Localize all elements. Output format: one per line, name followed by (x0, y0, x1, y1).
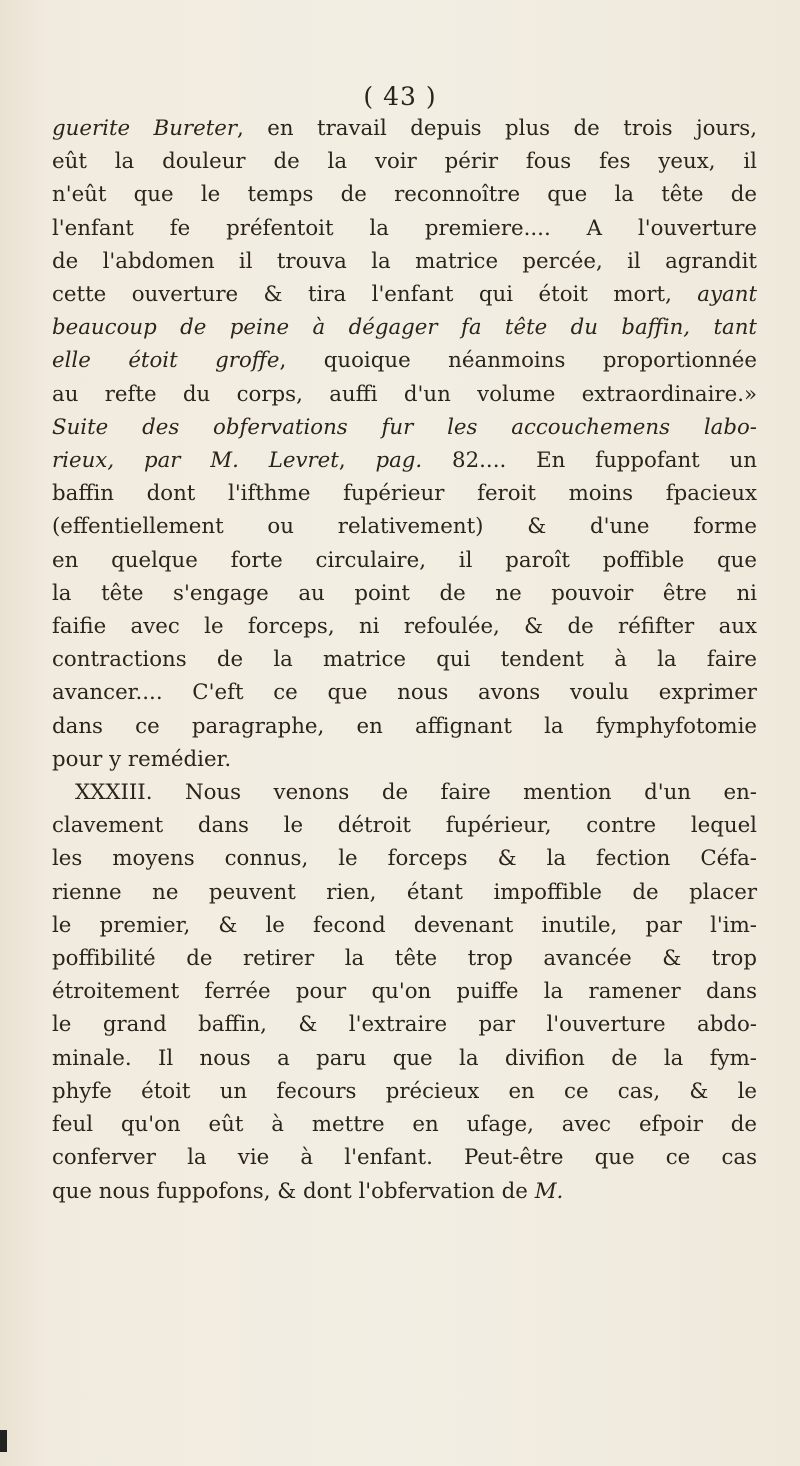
text-segment: le premier, & le fecond devenant inutile, par l'im- (52, 912, 757, 938)
text-segment: , (338, 448, 376, 474)
text-line (52, 411, 757, 444)
text-line (52, 1075, 757, 1108)
text-line (52, 444, 757, 477)
italic-text: rieux, par M. Levret (52, 448, 339, 474)
text-segment: phyfe étoit un fecours précieux en ce cas, & le (52, 1078, 757, 1104)
text-line (52, 776, 757, 809)
body-text (52, 112, 757, 1208)
text-line (52, 1042, 757, 1075)
text-segment: XXXIII. Nous venons de faire mention d'un en- (75, 780, 757, 806)
text-segment: eût la douleur de la voir périr fous fes yeux, il (52, 149, 757, 175)
text-line (52, 577, 757, 610)
text-segment: la tête s'engage au point de ne pouvoir être ni (52, 580, 757, 606)
text-line (52, 710, 757, 743)
text-line (52, 909, 757, 942)
text-line (52, 344, 757, 377)
text-line (52, 544, 757, 577)
margin-mark (0, 1430, 7, 1452)
text-segment: clavement dans le détroit fupérieur, contre lequel (52, 813, 757, 839)
text-line (52, 1008, 757, 1041)
text-segment: de l'abdomen il trouva la matrice percée, il agrandit (52, 248, 757, 274)
italic-text: M. (534, 1178, 564, 1204)
text-segment: les moyens connus, le forceps & la fection Céfa- (52, 846, 757, 872)
text-line (52, 743, 757, 776)
text-segment: le grand baffin, & l'extraire par l'ouverture abdo- (52, 1012, 757, 1038)
text-segment: , en travail depuis plus de trois jours, (237, 116, 757, 141)
text-segment: dans ce paragraphe, en affignant la fymphyfotomie (52, 713, 757, 739)
text-segment: feul qu'on eût à mettre en ufage, avec efpoir de (52, 1112, 757, 1138)
text-line (52, 942, 757, 975)
text-line (52, 178, 757, 211)
text-line (52, 245, 757, 278)
italic-text: guerite Bureter (52, 116, 238, 141)
italic-text: ayant (697, 282, 757, 308)
text-line (52, 643, 757, 676)
text-segment: , quoique néanmoins proportionnée (279, 348, 757, 374)
text-line (52, 1141, 757, 1174)
text-line (52, 378, 757, 411)
italic-text: pag. (375, 448, 423, 474)
text-line (52, 212, 757, 245)
text-line (52, 842, 757, 875)
text-line (52, 1108, 757, 1141)
text-segment: avancer.... C'eft ce que nous avons voulu exprimer (52, 680, 757, 706)
text-segment: pour y remédier. (52, 746, 232, 772)
text-line (52, 610, 757, 643)
text-segment: rienne ne peuvent rien, étant impoffible de placer (52, 879, 757, 905)
text-segment: 82.... En fuppofant un (422, 448, 757, 474)
text-segment: en quelque forte circulaire, il paroît poffible que (52, 547, 757, 573)
italic-text: beaucoup de peine à dégager fa tête du baffin, tant (52, 315, 757, 341)
text-line (52, 975, 757, 1008)
text-segment: contractions de la matrice qui tendent à la faire (52, 647, 757, 673)
text-line (52, 311, 757, 344)
text-segment: baffin dont l'ifthme fupérieur feroit moins fpacieux (52, 481, 757, 507)
text-line (52, 1175, 757, 1208)
text-line (52, 112, 757, 145)
text-segment: cette ouverture & tira l'enfant qui étoit mort, (52, 282, 698, 308)
text-line (52, 145, 757, 178)
text-segment: au refte du corps, auffi d'un volume extraordinaire.» (52, 381, 757, 407)
text-segment: poffibilité de retirer la tête trop avancée & trop (52, 946, 757, 972)
text-segment: étroitement ferrée pour qu'on puiffe la ramener dans (52, 979, 757, 1005)
text-line (52, 278, 757, 311)
text-segment: que nous fuppofons, & dont l'obfervation de (52, 1178, 535, 1204)
text-line (52, 510, 757, 543)
text-segment: n'eût que le temps de reconnoître que la tête de (52, 182, 757, 208)
text-segment: (effentiellement ou relativement) & d'une forme (52, 514, 757, 540)
text-segment: conferver la vie à l'enfant. Peut-être que ce cas (52, 1145, 757, 1171)
text-segment: minale. Il nous a paru que la divifion de la fym- (52, 1045, 757, 1071)
text-segment: faifie avec le forceps, ni refoulée, & de réfifter aux (52, 614, 757, 640)
italic-text: elle étoit groffe (52, 348, 280, 374)
text-line (52, 876, 757, 909)
italic-text: Suite des obfervations fur les accouchemens labo- (52, 414, 757, 440)
text-line (52, 809, 757, 842)
text-line (52, 477, 757, 510)
page-number: ( 43 ) (363, 82, 437, 111)
text-line (52, 676, 757, 709)
text-segment: l'enfant fe préfentoit la premiere.... A l'ouverture (52, 215, 757, 241)
